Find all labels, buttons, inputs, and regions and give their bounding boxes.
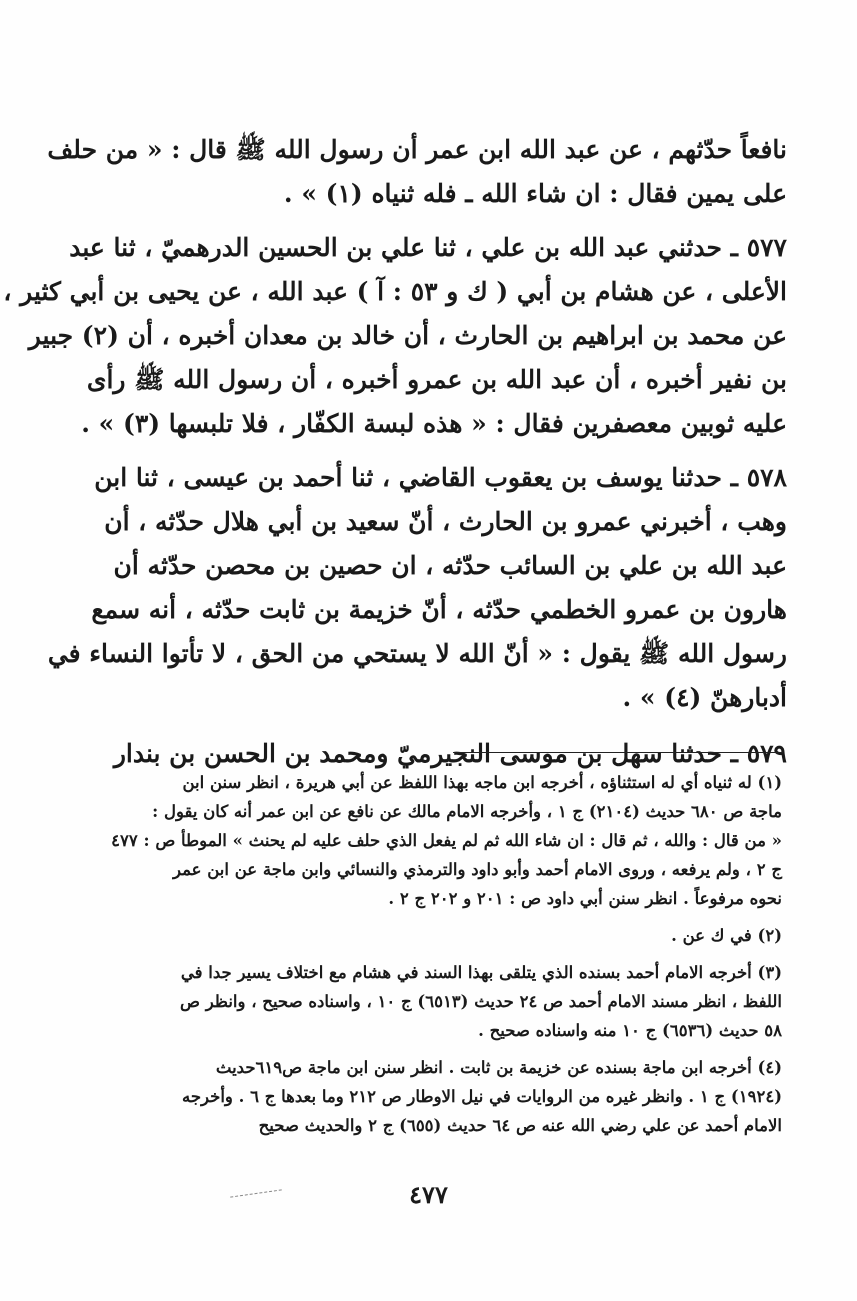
footnote-line: (١) له ثنياه أي له استثناؤه ، أخرجه ابن ماجه بهذا اللفظ عن أبي هريرة ، انظر سنن ابن [182, 773, 782, 792]
text-line: عبد الله بن علي بن السائب حدّثه ، ان حصين بن محصن حدّثه أن [113, 551, 787, 580]
text-line: ٥٧٩ ـ حدثنا سهل بن موسى النجيرميّ ومحمد بن الحسن بن بندار [113, 739, 787, 768]
text-line: وهب ، أخبرني عمرو بن الحارث ، أنّ سعيد بن أبي هلال حدّثه ، أن [104, 507, 787, 536]
footnote-1 [70, 768, 782, 913]
footnote-line: (٢) في ك عن . [671, 926, 782, 945]
text-line: ٥٧٨ ـ حدثنا يوسف بن يعقوب القاضي ، ثنا أحمد بن عيسى ، ثنا ابن [94, 463, 787, 492]
footnote-3 [70, 958, 782, 1045]
footnote-line: ٥٨ حديث (٦٥٣٦) ج ١٠ منه واسناده صحيح . [478, 1021, 782, 1040]
hadith-578 [47, 456, 787, 720]
footnote-line: نحوه مرفوعاً . انظر سنن أبي داود ص : ٢٠١ و ٢٠٢ ج ٢ . [388, 889, 782, 908]
intro-paragraph [47, 128, 787, 216]
footnote-line: (٤) أخرجه ابن ماجة بسنده عن خزيمة بن ثابت . انظر سنن ابن ماجة ص٦١٩حديث [215, 1058, 782, 1077]
text-line: هارون بن عمرو الخطمي حدّثه ، أنّ خزيمة بن ثابت حدّثه ، أنه سمع [91, 595, 787, 624]
footnote-line: اللفظ ، انظر مسند الامام أحمد ص ٢٤ حديث (٦٥١٣) ج ١٠ ، واسناده صحيح ، وانظر ص [180, 992, 782, 1011]
text-line: الأعلى ، عن هشام بن أبي ( ك و ٥٣ : آ ) عبد الله ، عن يحيى بن أبي كثير ، [3, 277, 787, 306]
footnote-line: « من قال : والله ، ثم قال : ان شاء الله ثم لم يفعل الذي حلف عليه لم يحنث » الموطأ ص : ٤٧٧ [111, 831, 782, 850]
footnote-2 [70, 921, 782, 950]
footnotes [70, 768, 782, 1140]
text-line: أدبارهنّ (٤) » . [622, 683, 787, 712]
footnote-divider [453, 752, 783, 753]
page-number: ٤٧٧ [409, 1180, 448, 1209]
footnote-4 [70, 1053, 782, 1140]
main-text-body [3, 128, 787, 776]
text-line: ٥٧٧ ـ حدثني عبد الله بن علي ، ثنا علي بن الحسين الدرهميّ ، ثنا عبد [69, 233, 787, 262]
footnote-line: ماجة ص ٦٨٠ حديث (٢١٠٤) ج ١ ، وأخرجه الامام مالك عن نافع عن ابن عمر أنه كان يقول : [152, 802, 782, 821]
text-line: على يمين فقال : ان شاء الله ـ فله ثنياه (١) » . [283, 179, 787, 208]
text-line: رسول الله ﷺ يقول : « أنّ الله لا يستحي من الحق ، لا تأتوا النساء في [47, 639, 787, 668]
footnote-line: (٣) أخرجه الامام أحمد بسنده الذي يتلقى بهذا السند في هشام مع اختلاف يسير جدا في [180, 963, 782, 982]
text-line: بن نفير أخبره ، أن عبد الله بن عمرو أخبره ، أن رسول الله ﷺ رأى [86, 365, 787, 394]
hadith-577 [3, 226, 787, 446]
text-line: نافعاً حدّثهم ، عن عبد الله ابن عمر أن رسول الله ﷺ قال : « من حلف [47, 135, 787, 164]
footnote-line: الامام أحمد عن علي رضي الله عنه ص ٦٤ حديث (٦٥٥) ج ٢ والحديث صحيح [258, 1116, 782, 1135]
text-line: عليه ثوبين معصفرين فقال : « هذه لبسة الكفّار ، فلا تلبسها (٣) » . [81, 409, 787, 438]
text-line: عن محمد بن ابراهيم بن الحارث ، أن خالد بن معدان أخبره ، أن (٢) جبير [28, 321, 787, 350]
footnote-line: (١٩٢٤) ج ١ . وانظر غيره من الروايات في نيل الاوطار ص ٢١٢ وما بعدها ج ٦ . وأخرجه [181, 1087, 782, 1106]
footnote-line: ج ٢ ، ولم يرفعه ، وروى الامام أحمد وأبو داود والترمذي والنسائي وابن ماجة عن ابن عمر [173, 860, 782, 879]
